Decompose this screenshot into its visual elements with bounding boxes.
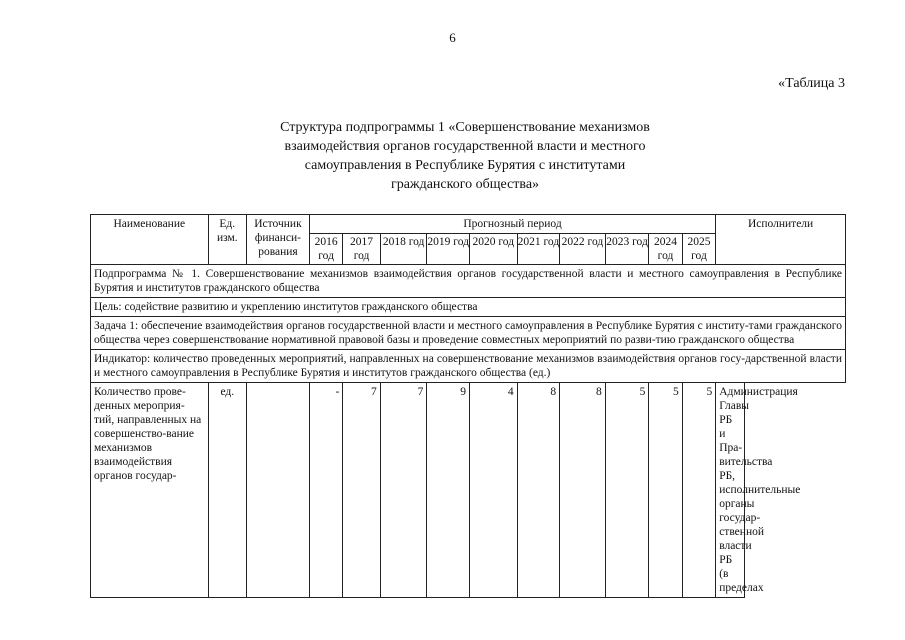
value-cell: 5	[682, 383, 715, 598]
subprogram-row: Подпрограмма № 1. Совершенствование механизмов взаимодействия органов государственной власти и местного самоуправления в Республике Бурятия и институтов гражданского общества	[91, 265, 846, 298]
year-header: 2025 год	[682, 234, 715, 265]
goal-row: Цель: содействие развитию и укреплению институтов гражданского общества	[91, 298, 846, 317]
header-source: Источник финанси-рования	[247, 215, 310, 265]
value-cell: 4	[469, 383, 517, 598]
year-header: 2016 год	[309, 234, 342, 265]
header-unit: Ед. изм.	[208, 215, 247, 265]
task-row: Задача 1: обеспечение взаимодействия органов государственной власти и местного самоуправления в Республике Бурятия с институ-тами гражданского общества через совершенствование нормативной правовой базы и проведение совместных мероприятий по разви-тию гражданского общества	[91, 317, 846, 350]
subprogram-structure-table	[90, 214, 846, 598]
data-row-name: Количество прове-денных мероприя-тий, направленных на совершенство-вание механизмов взаимодействия органов государ-	[91, 383, 209, 598]
year-header: 2022 год	[560, 234, 606, 265]
data-row-unit: ед.	[208, 383, 247, 598]
header-name: Наименование	[91, 215, 209, 265]
value-cell: 8	[517, 383, 560, 598]
title-line: гражданского общества»	[390, 177, 540, 192]
value-cell: 5	[605, 383, 649, 598]
data-row-source	[247, 383, 310, 598]
value-cell: 5	[649, 383, 682, 598]
indicator-row: Индикатор: количество проведенных мероприятий, направленных на совершенствование механизмов взаимодействия органов госу-дарственной власти и местного самоуправления в Республике Бурятия и институтов гражданского общества (ед.)	[91, 350, 846, 383]
header-forecast: Прогнозный период	[309, 215, 715, 234]
title-line: Структура подпрограммы 1 «Совершенствование механизмов	[280, 120, 650, 135]
value-cell: 9	[427, 383, 470, 598]
table-label: «Таблица 3	[778, 76, 845, 91]
value-cell: 7	[343, 383, 380, 598]
year-header: 2018 год	[380, 234, 427, 265]
year-header: 2023 год	[605, 234, 649, 265]
year-header: 2019 год	[427, 234, 470, 265]
year-header: 2020 год	[469, 234, 517, 265]
page-number: 6	[449, 30, 456, 45]
year-header: 2017 год	[343, 234, 380, 265]
value-cell: 8	[560, 383, 606, 598]
data-row-executor: Администрация Главы РБ и Пра-вительства РБ, исполнительные органы государ-ственной власти РБ (в пределах	[716, 383, 744, 598]
value-cell: 7	[380, 383, 427, 598]
title-line: самоуправления в Республике Бурятия с институтами	[304, 158, 626, 173]
year-header: 2024 год	[649, 234, 682, 265]
document-title	[255, 118, 675, 194]
header-executors: Исполнители	[716, 215, 846, 265]
year-header: 2021 год	[517, 234, 560, 265]
title-line: взаимодействия органов государственной власти и местного	[284, 139, 646, 154]
value-cell: -	[309, 383, 342, 598]
